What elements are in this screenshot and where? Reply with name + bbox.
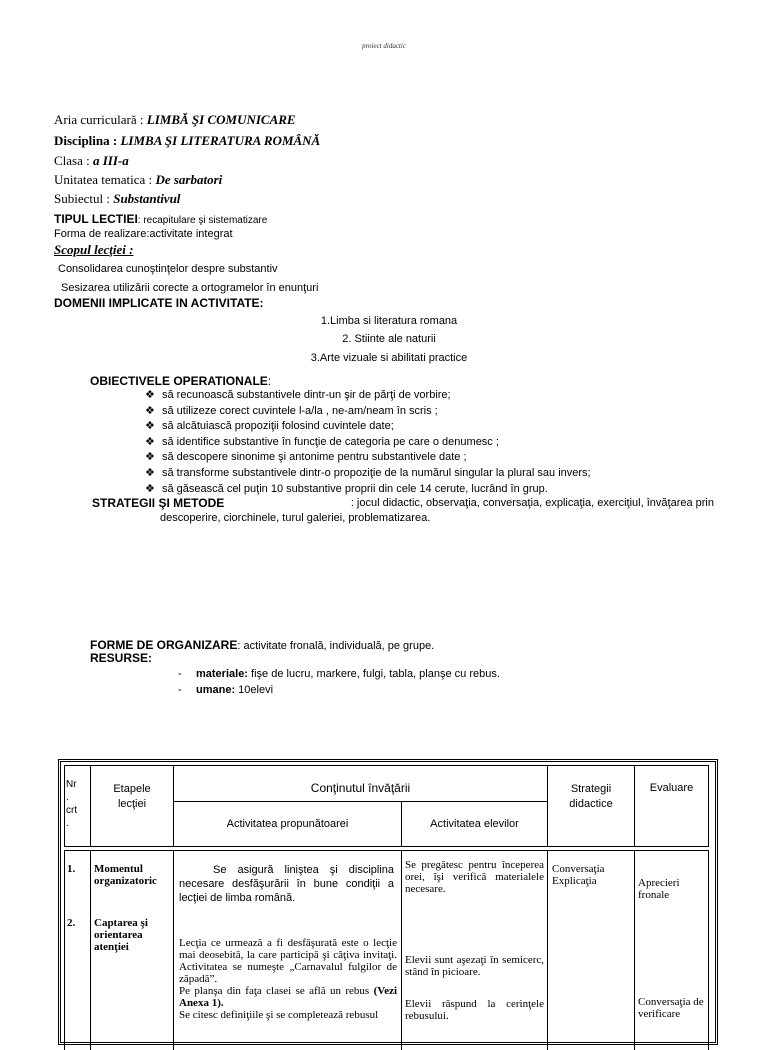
header-strategii: Strategii didactice bbox=[569, 783, 613, 810]
diamond-bullet-icon: ❖ bbox=[145, 389, 155, 401]
obiectiv-item: ❖ să găsească cel puţin 10 substantive proprii din cele 14 cerute, lucrând în grup. bbox=[145, 483, 548, 495]
obiectiv-item: ❖ să recunoască substantivele dintr-un şir de părţi de vorbire; bbox=[145, 389, 451, 401]
disciplina-value: LIMBA ŞI LITERATURA ROMÂNĂ bbox=[120, 133, 321, 148]
diamond-bullet-icon: ❖ bbox=[145, 405, 155, 417]
scopul-item-1: Consolidarea cunoştinţelor despre substantiv bbox=[58, 263, 278, 275]
header-evaluare: Evaluare bbox=[649, 782, 694, 794]
lesson-table bbox=[58, 759, 718, 1045]
tipul-line bbox=[54, 210, 267, 228]
diamond-bullet-icon: ❖ bbox=[145, 483, 155, 495]
diamond-bullet-icon: ❖ bbox=[145, 420, 155, 432]
subiectul-value: Substantivul bbox=[113, 191, 181, 206]
unitatea-line bbox=[54, 172, 222, 188]
strategii-title: STRATEGII ŞI METODE bbox=[92, 496, 225, 510]
header-elevi: Activitatea elevilor bbox=[430, 818, 519, 830]
tipul-label: TIPUL LECTIEI bbox=[54, 212, 138, 226]
resurse-umane: - umane: 10elevi bbox=[178, 684, 274, 696]
domenii-item-3: 3.Arte vizuale si abilitati practice bbox=[310, 352, 468, 364]
header-evaluare-cell bbox=[634, 765, 709, 847]
row2-evaluare: Conversaţia de verificare bbox=[638, 996, 704, 1020]
body-nr-column bbox=[64, 850, 91, 1050]
obiectiv-item: ❖ să utilizeze corect cuvintele l-a/la , ne-am/neam în scris ; bbox=[145, 405, 438, 417]
row2-nr: 2. bbox=[67, 917, 76, 929]
obiectiv-item: ❖ să identifice substantive în funcţie de categoria pe care o denumesc ; bbox=[145, 436, 499, 448]
subiectul-line bbox=[54, 191, 180, 207]
row1-elevi: Se pregătesc pentru începerea orei, îşi verifică materialele necesare. bbox=[405, 859, 544, 895]
domenii-title: DOMENII IMPLICATE IN ACTIVITATE: bbox=[54, 296, 264, 310]
strategii-line1: : jocul didactic, observaţia, conversaţia, explicaţia, exerciţiul, învăţarea prin bbox=[350, 497, 714, 509]
row1-prop: Se asigură liniştea şi disciplina necesare desfăşurării în bune condiţii a lecţiei de limba română. bbox=[179, 864, 394, 904]
disciplina-line bbox=[54, 133, 320, 149]
clasa-value: a III-a bbox=[93, 153, 129, 168]
row2-elevi-2: Elevii răspund la cerinţele rebusului. bbox=[405, 998, 544, 1022]
domenii-item-1: 1.Limba si literatura romana bbox=[320, 315, 458, 327]
header-propunatoare: Activitatea propunătoarei bbox=[226, 818, 349, 830]
row2-etapa: Captarea şi orientarea atenţiei bbox=[94, 917, 148, 953]
diamond-bullet-icon: ❖ bbox=[145, 436, 155, 448]
diamond-bullet-icon: ❖ bbox=[145, 467, 155, 479]
unitatea-value: De sarbatori bbox=[155, 172, 223, 187]
header-etapele: Etapele lecţiei bbox=[113, 783, 151, 810]
strategii-line bbox=[92, 496, 714, 510]
resurse-materiale: - materiale: fişe de lucru, markere, fulgi, tabla, planşe cu rebus. bbox=[178, 668, 500, 680]
header-nr: Nr . crt . bbox=[66, 779, 78, 829]
obiectiv-item: ❖ să transforme substantivele dintr-o propoziţie de la numărul singular la plural sau invers; bbox=[145, 467, 591, 479]
row2-elevi-1: Elevii sunt aşezaţi în semicerc, stând în picioare. bbox=[405, 954, 544, 978]
obiective-line: OBIECTIVELE OPERATIONALE: bbox=[90, 374, 272, 388]
resurse-title: RESURSE: bbox=[90, 651, 153, 665]
strategii-line2: descoperire, ciorchinele, turul galeriei, problematizarea. bbox=[160, 512, 431, 524]
row1-etapa: Momentul organizatoric bbox=[94, 863, 157, 887]
obiectiv-item: ❖ să alcătuiască propoziţii folosind cuvintele date; bbox=[145, 420, 394, 432]
subiectul-label: Subiectul : bbox=[54, 191, 110, 206]
row1-strategii: Conversaţia Explicaţia bbox=[552, 863, 605, 887]
aria-line bbox=[54, 112, 296, 128]
forme-value: : activitate fronală, individuală, pe grupe. bbox=[237, 640, 435, 652]
aria-value: LIMBĂ ŞI COMUNICARE bbox=[146, 112, 296, 127]
obiectiv-item: ❖ să descopere sinonime şi antonime pentru substantivele date ; bbox=[145, 451, 467, 463]
page-header: proiect didactic bbox=[362, 42, 406, 50]
forme-title: FORME DE ORGANIZARE bbox=[90, 638, 238, 652]
row1-nr: 1. bbox=[67, 863, 76, 875]
disciplina-label: Disciplina : bbox=[54, 133, 118, 148]
domenii-item-2: 2. Stiinte ale naturii bbox=[342, 333, 436, 345]
row2-prop: Lecţia ce urmează a fi desfăşurată este o lecţie mai deosebită, la care participă şi câţiva invitaţi. Activitatea se numeşte „Carnavalul fulgilor de zăpadă”. Pe planşa din faţa clasei se află un rebus (Vezi Anexa 1). Se citesc definiţiile şi se completează rebusul bbox=[179, 937, 398, 1021]
obiective-title: OBIECTIVELE OPERATIONALE bbox=[90, 374, 268, 388]
header-continut: Conţinutul învăţării bbox=[310, 781, 411, 795]
scopul-item-2: Sesizarea utilizării corecte a ortogramelor în enunţuri bbox=[61, 282, 319, 294]
diamond-bullet-icon: ❖ bbox=[145, 451, 155, 463]
clasa-label: Clasa : bbox=[54, 153, 90, 168]
aria-label: Aria curriculară : bbox=[54, 112, 144, 127]
unitatea-label: Unitatea tematica : bbox=[54, 172, 153, 187]
tipul-value: : recapitulare şi sistematizare bbox=[137, 215, 268, 226]
scopul-title: Scopul lecţiei : bbox=[54, 242, 134, 257]
row1-evaluare: Aprecieri fronale bbox=[638, 877, 680, 901]
forma-line: Forma de realizare:activitate integrat bbox=[54, 228, 233, 240]
clasa-line bbox=[54, 153, 129, 169]
